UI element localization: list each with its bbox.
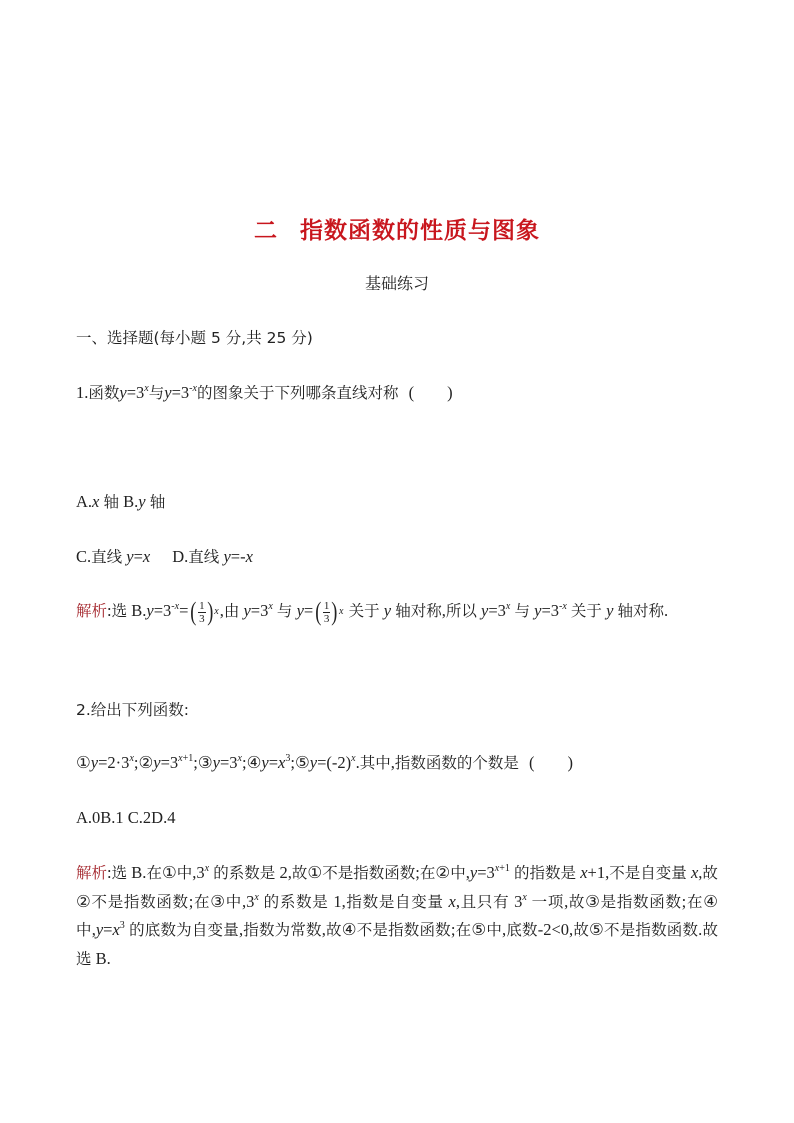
title-text: 指数函数的性质与图象 bbox=[300, 218, 540, 244]
q1-text-c: 的图象关于下列哪条直线对称 bbox=[196, 384, 399, 402]
question-2-intro: 2.给出下列函数: bbox=[76, 701, 190, 719]
q1-text-b: 与 bbox=[148, 384, 165, 402]
q2-answer: 解析:选 B.在①中,3$^x$ 的系数是 2,故①不是指数函数;在②中$,y=3^{x+1}$ 的指数是 x+1,不是自变量 x,故②不是指数函数;在③中,3$^x$ 的系数是 1,指数是自变量 x,且只有 3$^x$ 一项,故③是指数函数;在④中$,y=x^3$ 的底数为自变量,指数为常数,故④不是指数函数;在⑤中,底数-2<0,故⑤不是指数函数.故选 B. bbox=[76, 863, 718, 968]
question-2-functions: $①y=2\cdot 3^x;②y=3^{x+1};③y=3^x;④y=x^3;⑤y=(-2)^x$.其中,指数函数的个数是 ( ) bbox=[76, 753, 573, 772]
section-heading: 一、选择题(每小题 5 分,共 25 分) bbox=[76, 329, 313, 347]
fraction-one-third: ( 1 3 ) x bbox=[315, 597, 344, 627]
q1-number: 1. bbox=[76, 383, 89, 402]
title-number: 二 bbox=[254, 218, 278, 244]
q1-text-a: 函数 bbox=[88, 384, 120, 402]
page-title bbox=[0, 212, 794, 245]
fraction-one-third: ( 1 3 ) x bbox=[190, 597, 219, 627]
q1-options-line-2: C.直线 y=x D.直线 y=-x bbox=[76, 547, 253, 566]
q1-answer-label: 解析 bbox=[76, 602, 108, 620]
q2-options: A.0B.1 C.2D.4 bbox=[76, 808, 176, 827]
q1-answer: 解析:选 $B.y=3^{-x}=$ ( 1 3 ) x ,由 $y=3^x$ 与 y= ( 1 3 ) x 关于 y 轴对称,所以 $y=3^x$ 与 $y=3^{-x}$ 关于 y 轴对称. bbox=[76, 597, 669, 627]
question-1-stem: 1.函数$y=3^x$与$y=3^{-x}$的图象关于下列哪条直线对称 ( ) bbox=[76, 383, 453, 402]
q2-answer-label: 解析 bbox=[76, 864, 108, 882]
q1-answer-blank: ( ) bbox=[408, 383, 453, 402]
page-subtitle: 基础练习 bbox=[364, 274, 429, 293]
q1-options-line-1: A.x 轴 B.y 轴 bbox=[76, 492, 166, 511]
q2-answer-blank: ( ) bbox=[528, 753, 573, 772]
